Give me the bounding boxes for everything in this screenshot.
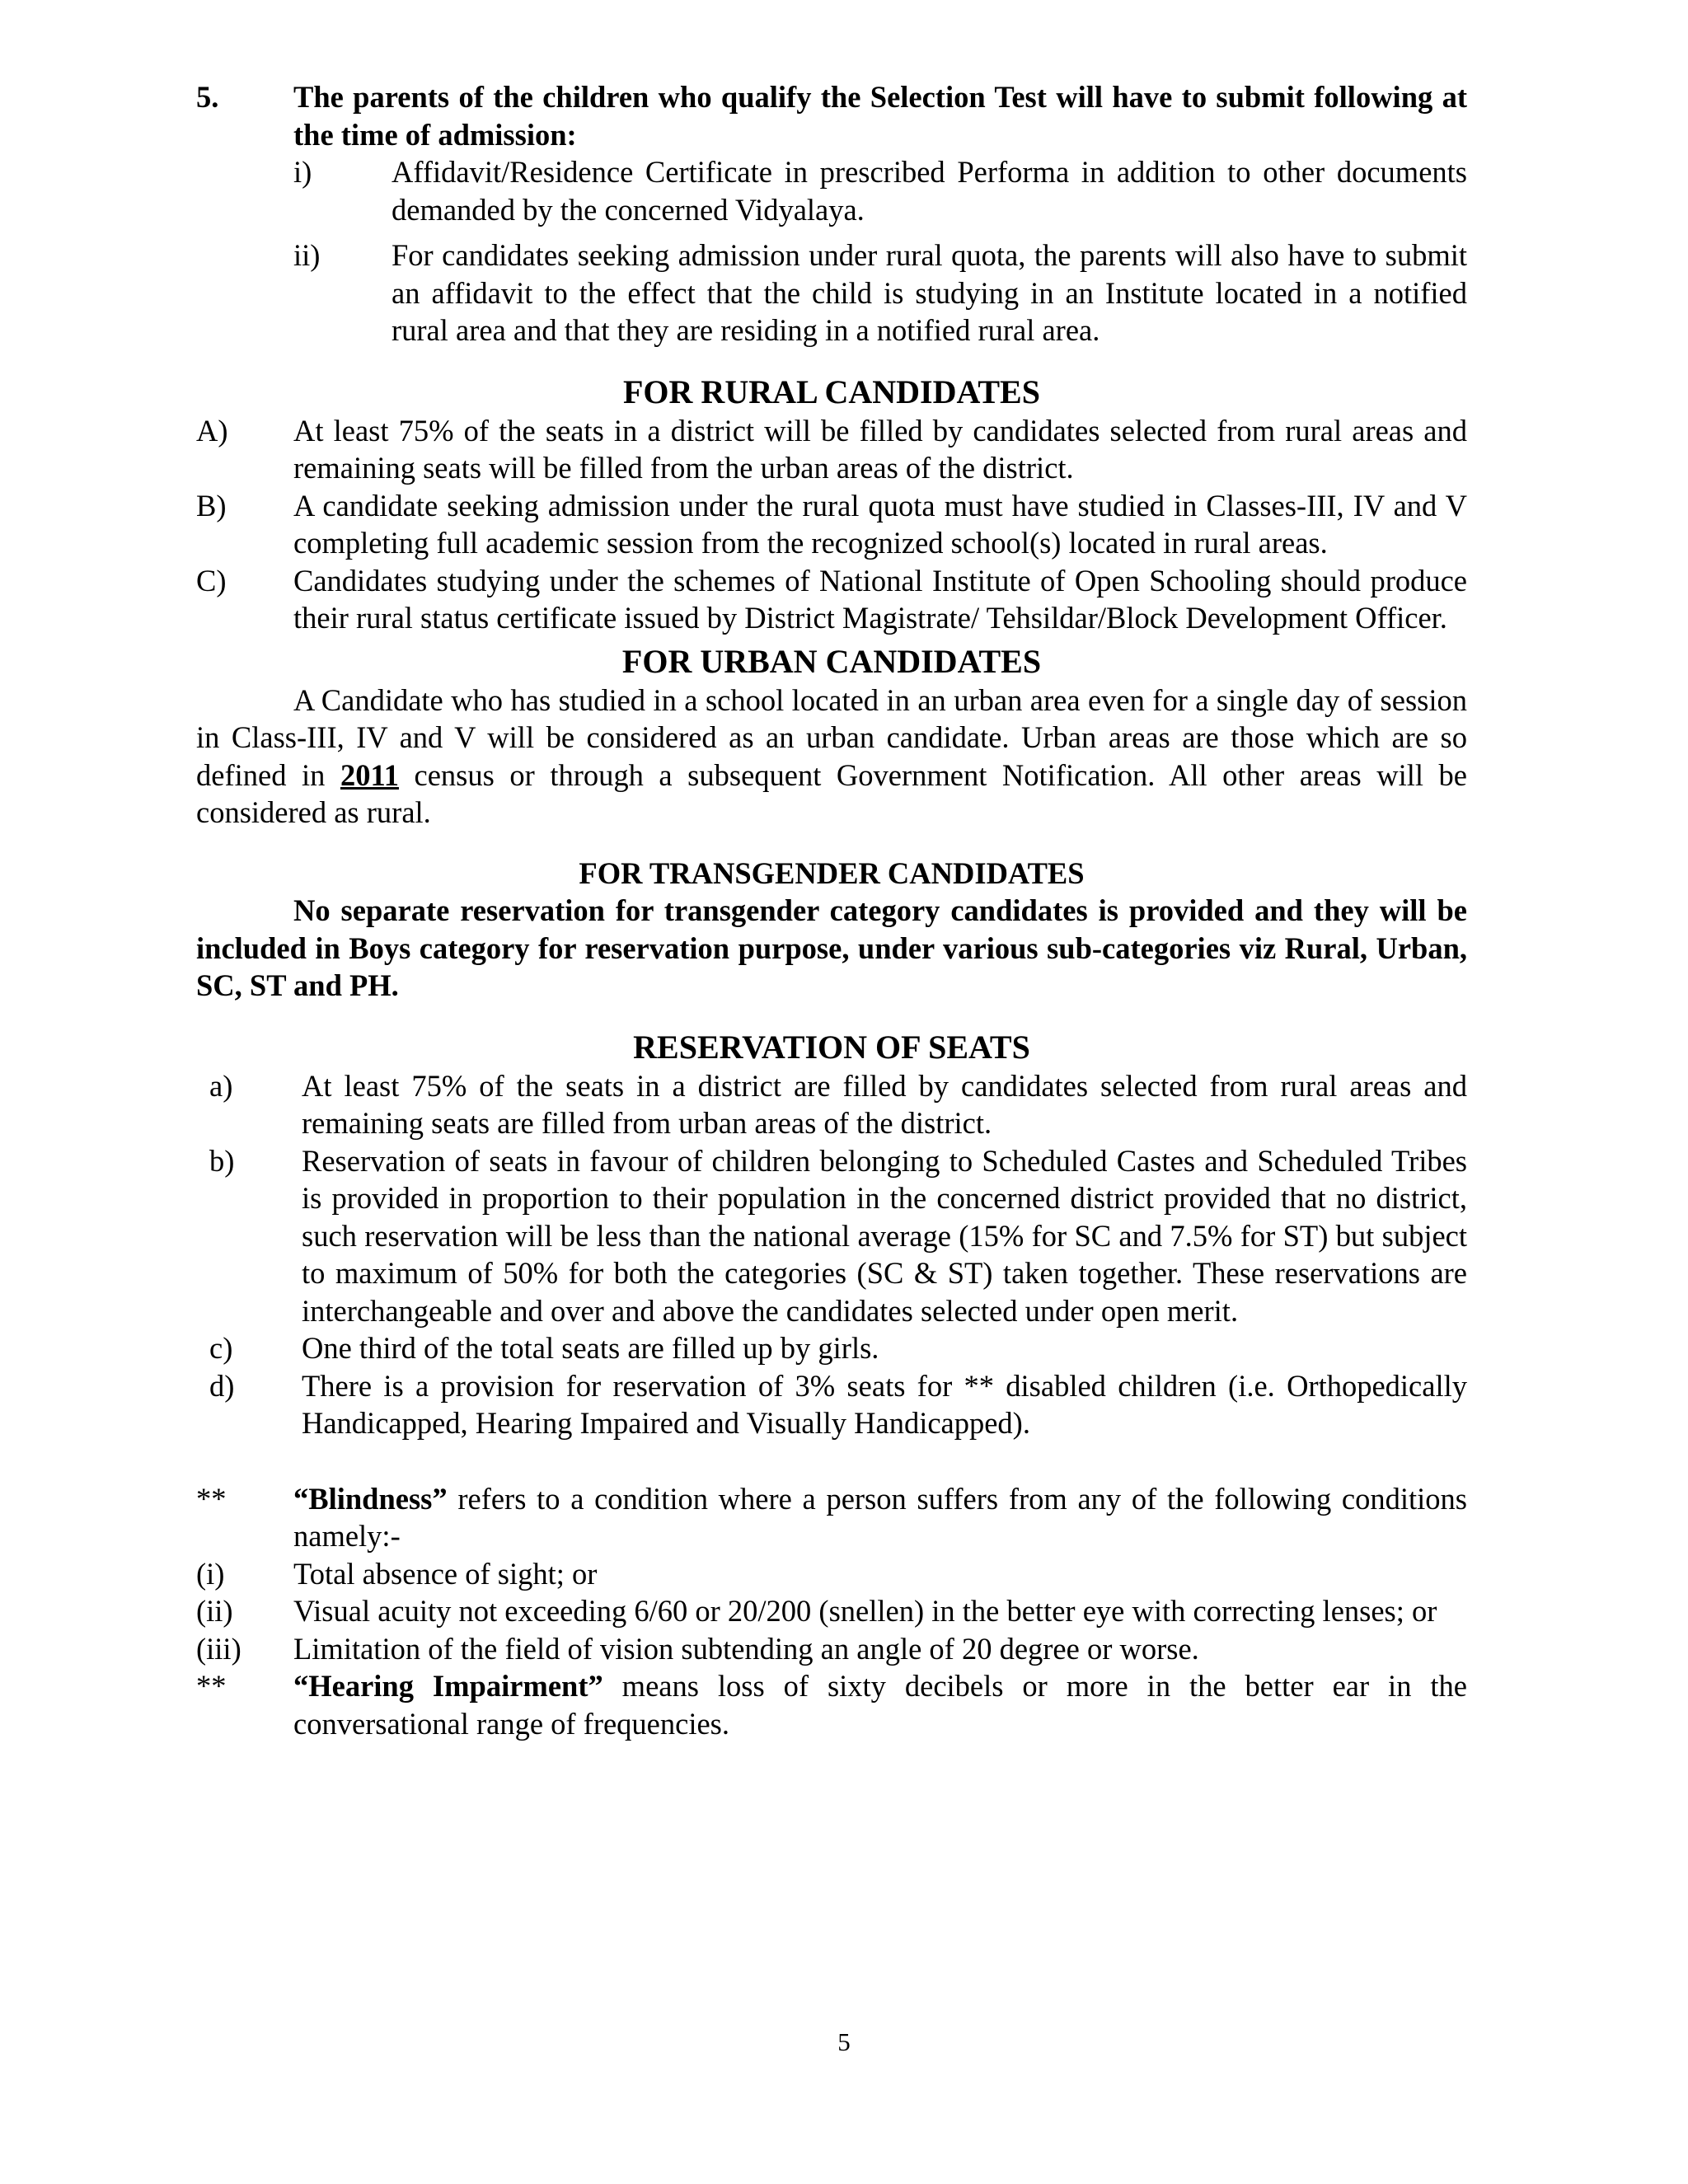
footnote-marker: **	[196, 1669, 227, 1703]
blindness-item-i	[196, 1555, 1467, 1593]
reservation-item-c	[196, 1329, 1467, 1367]
blindness-item-iii	[196, 1630, 1467, 1668]
list-label: (ii)	[196, 1594, 233, 1628]
blindness-item-ii	[196, 1592, 1467, 1630]
item-5-text: The parents of the children who qualify the Selection Test will have to submit following at the time of admission:	[293, 80, 1467, 152]
list-label: d)	[209, 1368, 235, 1403]
reservation-item-a	[196, 1067, 1467, 1142]
reservation-item-d	[196, 1367, 1467, 1442]
list-label: (iii)	[196, 1631, 241, 1666]
sub-text: For candidates seeking admission under rural quota, the parents will also have to submit an affidavit to the effect that the child is studying in an Institute located in a notified rural area and that they are residing in a notified rural area.	[392, 238, 1467, 347]
list-label: (i)	[196, 1556, 225, 1591]
reservation-item-b	[196, 1142, 1467, 1330]
blindness-definition	[196, 1480, 1467, 1555]
list-text: Visual acuity not exceeding 6/60 or 20/200 (snellen) in the better eye with correcting lenses; or	[293, 1594, 1437, 1628]
urban-paragraph	[196, 682, 1467, 832]
urban-text-before: A Candidate who has studied in a school located in an urban area even for a single day of session in Class-III, IV and V will be considered as an urban candidate. Urban areas are those which are so defined in	[196, 682, 1467, 792]
item-5	[196, 78, 1467, 153]
rural-item-c	[196, 562, 1467, 637]
hearing-term: “Hearing Impairment”	[293, 1669, 603, 1703]
rural-item-a	[196, 412, 1467, 487]
sub-text: Affidavit/Residence Certificate in prescribed Performa in addition to other documents demanded by the concerned Vidyalaya.	[392, 155, 1467, 227]
sub-label: ii)	[293, 238, 321, 272]
hearing-text: means loss of sixty decibels or more in the better ear in the conversational range of frequencies.	[293, 1669, 1467, 1741]
list-label: B)	[196, 488, 227, 523]
list-label: b)	[209, 1143, 235, 1178]
urban-heading: FOR URBAN CANDIDATES	[621, 642, 1042, 680]
reservation-heading: RESERVATION OF SEATS	[633, 1028, 1030, 1066]
item-5-number: 5.	[196, 80, 219, 114]
sub-label: i)	[293, 155, 312, 189]
rural-heading: FOR RURAL CANDIDATES	[623, 373, 1040, 410]
blindness-term: “Blindness”	[293, 1481, 448, 1516]
list-text: One third of the total seats are filled up by girls.	[302, 1331, 879, 1365]
blindness-text: refers to a condition where a person suffers from any of the following conditions namely:-	[293, 1481, 1467, 1553]
list-text: At least 75% of the seats in a district will be filled by candidates selected from rural areas and remaining seats will be filled from the urban areas of the district.	[293, 413, 1467, 485]
hearing-definition	[196, 1667, 1467, 1742]
list-text: Limitation of the field of vision subtending an angle of 20 degree or worse.	[293, 1631, 1199, 1666]
list-text: Candidates studying under the schemes of National Institute of Open Schooling should produce their rural status certificate issued by District Magistrate/ Tehsildar/Block Development Officer.	[293, 563, 1467, 635]
census-year: 2011	[340, 757, 399, 792]
document-page	[196, 78, 1467, 1742]
urban-text-after: census or through a subsequent Government Notification. All other areas will be considered as rural.	[196, 757, 1467, 829]
item-5-sub-ii	[293, 237, 1467, 349]
list-text: Total absence of sight; or	[293, 1556, 598, 1591]
list-label: A)	[196, 413, 228, 448]
page-number: 5	[837, 2027, 851, 2056]
list-text: At least 75% of the seats in a district are filled by candidates selected from rural areas and remaining seats are filled from urban areas of the district.	[302, 1068, 1467, 1140]
transgender-paragraph: No separate reservation for transgender category candidates is provided and they will be included in Boys category for reservation purpose, under various sub-categories viz Rural, Urban, SC, ST and PH.	[196, 893, 1467, 1002]
list-label: a)	[209, 1068, 233, 1103]
footnote-marker: **	[196, 1481, 227, 1516]
list-text: Reservation of seats in favour of children belonging to Scheduled Castes and Scheduled Tribes is provided in proportion to their population in the concerned district provided that no district, such reservation will be less than the national average (15% for SC and 7.5% for ST) but subject to maximum of 50% for both the categories (SC & ST) taken together. These reservations are interchangeable and over and above the candidates selected under open merit.	[302, 1143, 1467, 1328]
rural-item-b	[196, 487, 1467, 562]
list-label: C)	[196, 563, 227, 598]
item-5-sub-i	[293, 153, 1467, 228]
list-text: A candidate seeking admission under the rural quota must have studied in Classes-III, IV and V completing full academic session from the recognized school(s) located in rural areas.	[293, 488, 1467, 560]
transgender-heading: FOR TRANSGENDER CANDIDATES	[579, 855, 1085, 890]
list-label: c)	[209, 1331, 233, 1365]
list-text: There is a provision for reservation of 3% seats for ** disabled children (i.e. Orthopedically Handicapped, Hearing Impaired and Visually Handicapped).	[302, 1368, 1467, 1440]
